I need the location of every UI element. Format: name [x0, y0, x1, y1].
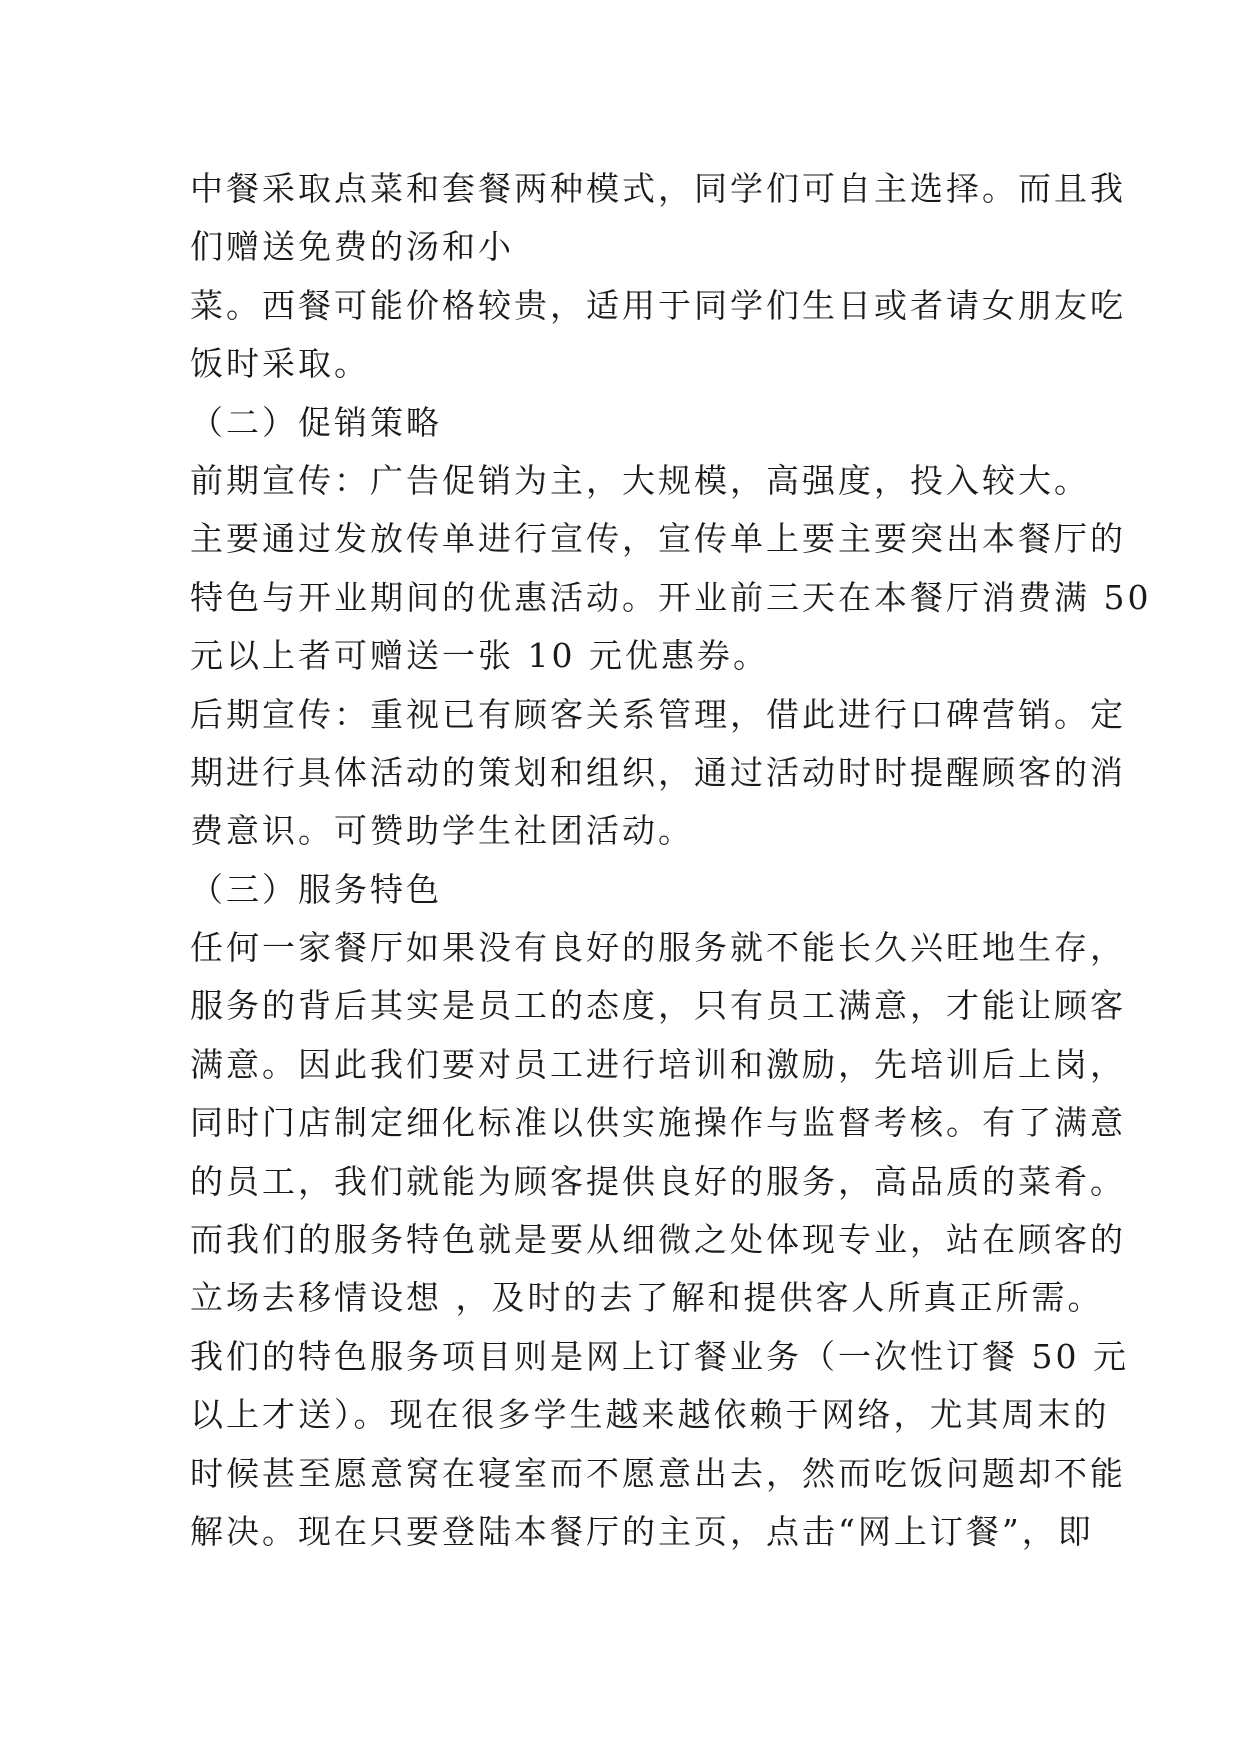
text-line: 满意。因此我们要对员工进行培训和激励，先培训后上岗， [190, 1044, 1126, 1084]
text-line: 饭时采取。 [190, 344, 370, 384]
text-line: 们赠送免费的汤和小 [190, 227, 514, 267]
text-line: 期进行具体活动的策划和组织，通过活动时时提醒顾客的消 [190, 752, 1126, 792]
text-line: 而我们的服务特色就是要从细微之处体现专业，站在顾客的 [190, 1220, 1126, 1260]
text-line: 时候甚至愿意窝在寝室而不愿意出去，然而吃饭问题却不能 [190, 1453, 1126, 1493]
text-line: 我们的特色服务项目则是网上订餐业务（一次性订餐 50 元 [190, 1336, 1129, 1376]
text-line: 以上才送）。现在很多学生越来越依赖于网络，尤其周末的 [190, 1395, 1110, 1435]
document-body [190, 160, 1152, 1561]
text-line: 特色与开业期间的优惠活动。开业前三天在本餐厅消费满 50 [190, 577, 1152, 617]
section-heading-promotion: （二）促销策略 [190, 402, 442, 442]
text-line: 立场去移情设想 ，及时的去了解和提供客人所真正所需。 [190, 1278, 1104, 1318]
text-line: 前期宣传：广告促销为主，大规模，高强度，投入较大。 [190, 460, 1090, 500]
text-line: 后期宣传：重视已有顾客关系管理，借此进行口碑营销。定 [190, 694, 1126, 734]
text-line: 任何一家餐厅如果没有良好的服务就不能长久兴旺地生存， [190, 928, 1126, 968]
text-line: 中餐采取点菜和套餐两种模式，同学们可自主选择。而且我 [190, 169, 1126, 208]
text-line: 费意识。可赞助学生社团活动。 [190, 811, 694, 851]
section-heading-service: （三）服务特色 [190, 869, 442, 909]
text-line: 主要通过发放传单进行宣传，宣传单上要主要突出本餐厅的 [190, 519, 1126, 559]
text-line: 同时门店制定细化标准以供实施操作与监督考核。有了满意 [190, 1103, 1126, 1143]
text-line: 服务的背后其实是员工的态度，只有员工满意，才能让顾客 [190, 986, 1126, 1026]
text-line: 解决。现在只要登陆本餐厅的主页，点击“网上订餐”，即 [190, 1511, 1094, 1551]
text-line: 的员工，我们就能为顾客提供良好的服务，高品质的菜肴。 [190, 1161, 1126, 1201]
text-line: 元以上者可赠送一张 10 元优惠券。 [190, 636, 769, 676]
text-line: 菜。西餐可能价格较贵，适用于同学们生日或者请女朋友吃 [190, 285, 1126, 325]
